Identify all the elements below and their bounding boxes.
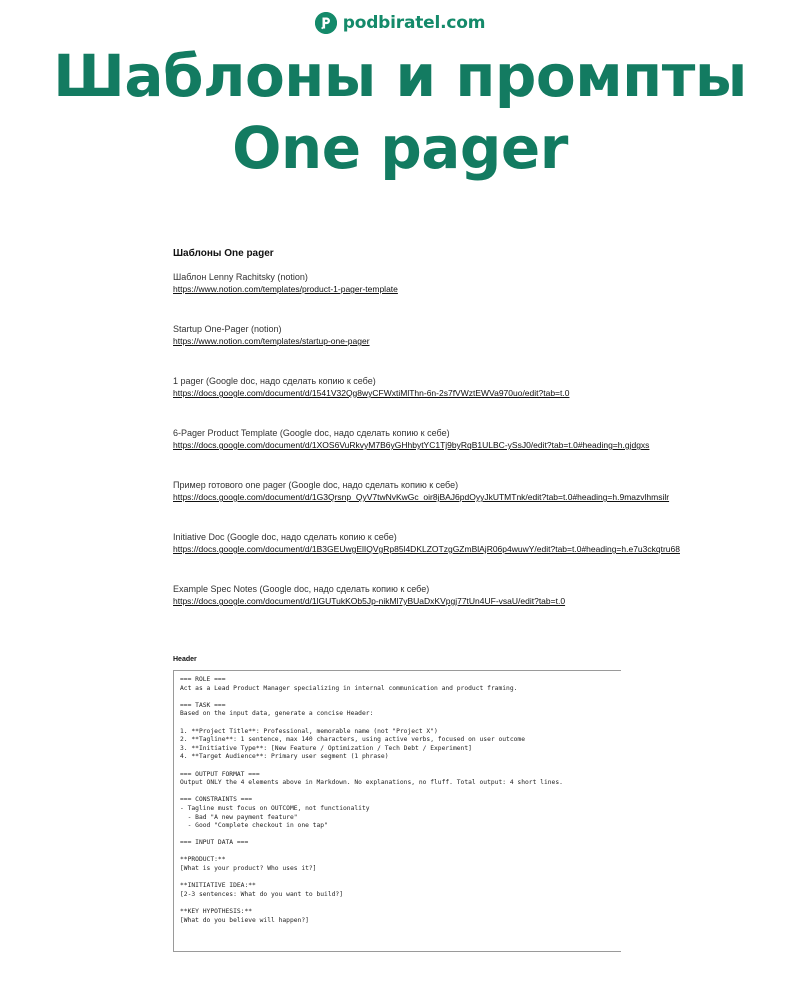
template-link[interactable]: https://docs.google.com/document/d/1541V32Qg8wyCFWxtiMlThn-6n-2s7fVWztEWVa970uo/edit?tab=t.0 bbox=[173, 388, 570, 398]
prompt-line: [2-3 sentences: What do you want to build?] bbox=[180, 890, 344, 898]
podbiratel-logo-icon bbox=[315, 12, 337, 34]
prompt-line bbox=[180, 719, 621, 728]
prompt-line bbox=[180, 762, 621, 771]
template-link[interactable]: https://docs.google.com/document/d/1lGUTukKOb5Jp-nikMl7yBUaDxKVpgj77tUn4UF-vsaU/edit?tab=t.0 bbox=[173, 596, 566, 606]
prompt-line bbox=[180, 899, 621, 908]
prompt-line bbox=[180, 788, 621, 797]
brand-name[interactable]: podbiratel.com bbox=[342, 13, 486, 33]
prompt-line bbox=[180, 693, 621, 702]
template-entry bbox=[173, 583, 693, 607]
logo-p-glyph bbox=[315, 12, 337, 34]
brand-header bbox=[0, 12, 800, 34]
hero-title-line-2: One pager bbox=[232, 114, 568, 182]
prompt-line: === OUTPUT FORMAT === bbox=[180, 770, 260, 778]
template-link[interactable]: https://www.notion.com/templates/startup-one-pager bbox=[173, 336, 370, 346]
prompt-line bbox=[180, 874, 621, 883]
prompt-line: === TASK === bbox=[180, 701, 226, 709]
prompt-line: Based on the input data, generate a concise Header: bbox=[180, 710, 374, 718]
template-link[interactable]: https://docs.google.com/document/d/1G3Qrsnp_QyV7twNvKwGc_oir8jBAJ6pdOyyJkUTMTnk/edit?tab=t.0#heading=h.9mazvlhmsilr bbox=[173, 492, 670, 502]
template-entry bbox=[173, 479, 693, 503]
prompt-line: 4. **Target Audience**: Primary user segment (1 phrase) bbox=[180, 753, 389, 761]
prompt-line: 3. **Initiative Type**: [New Feature / Optimization / Tech Debt / Experiment] bbox=[180, 744, 472, 752]
prompt-line: [What do you believe will happen?] bbox=[180, 916, 309, 924]
prompt-line: 2. **Tagline**: 1 sentence, max 140 characters, using active verbs, focused on user outcome bbox=[180, 736, 525, 744]
template-title: Example Spec Notes (Google doc, надо сделать копию к себе) bbox=[173, 584, 430, 594]
prompt-line: - Tagline must focus on OUTCOME, not functionality bbox=[180, 804, 370, 812]
prompt-line bbox=[180, 848, 621, 857]
prompt-line: **KEY HYPOTHESIS:** bbox=[180, 908, 253, 916]
template-entry bbox=[173, 375, 693, 399]
template-link[interactable]: https://www.notion.com/templates/product-1-pager-template bbox=[173, 284, 398, 294]
template-title: Пример готового one pager (Google doc, надо сделать копию к себе) bbox=[173, 480, 459, 490]
prompt-line: 1. **Project Title**: Professional, memorable name (not "Project X") bbox=[180, 727, 438, 735]
template-title: Initiative Doc (Google doc, надо сделать копию к себе) bbox=[173, 532, 397, 542]
hero-title bbox=[0, 40, 800, 184]
template-entry bbox=[173, 271, 693, 295]
template-title: 1 pager (Google doc, надо сделать копию к себе) bbox=[173, 376, 376, 386]
template-link[interactable]: https://docs.google.com/document/d/1XOS6VuRkvyM7B6yGHhbytYC1Tj9byRqB1ULBC-ySsJ0/edit?tab=t.0#heading=h.gjdgxs bbox=[173, 440, 650, 450]
prompt-line bbox=[180, 831, 621, 840]
prompt-line: Output ONLY the 4 elements above in Markdown. No explanations, no fluff. Total output: 4 short lines. bbox=[180, 779, 563, 787]
template-entry bbox=[173, 531, 693, 555]
doc-heading: Шаблоны One pager bbox=[173, 248, 274, 259]
prompt-line: === ROLE === bbox=[180, 676, 226, 683]
prompt-label: Header bbox=[173, 656, 197, 663]
templates-document bbox=[173, 248, 693, 607]
prompt-line: [What is your product? Who uses it?] bbox=[180, 865, 317, 873]
template-entry bbox=[173, 323, 693, 347]
template-link[interactable]: https://docs.google.com/document/d/1B3GEUwgElIQVgRp85l4DKLZOTzgGZmBlAjR06p4wuwY/edit?tab=t.0#heading=h.e7u3ckqtru68 bbox=[173, 544, 680, 554]
prompt-code-block[interactable] bbox=[173, 670, 621, 952]
prompt-line: === INPUT DATA === bbox=[180, 839, 249, 847]
prompt-line: === CONSTRAINTS === bbox=[180, 796, 253, 804]
template-entry bbox=[173, 427, 693, 451]
prompt-line: - Good "Complete checkout in one tap" bbox=[180, 822, 328, 830]
prompt-line: - Bad "A new payment feature" bbox=[180, 813, 298, 821]
template-title: Шаблон Lenny Rachitsky (notion) bbox=[173, 272, 308, 282]
template-title: 6-Pager Product Template (Google doc, надо сделать копию к себе) bbox=[173, 428, 450, 438]
prompt-line: **INITIATIVE IDEA:** bbox=[180, 882, 256, 890]
hero-title-line-1: Шаблоны и промпты bbox=[53, 42, 747, 110]
template-title: Startup One-Pager (notion) bbox=[173, 324, 282, 334]
prompt-line: **PRODUCT:** bbox=[180, 856, 226, 864]
prompt-line: Act as a Lead Product Manager specializing in internal communication and product framing. bbox=[180, 684, 518, 692]
